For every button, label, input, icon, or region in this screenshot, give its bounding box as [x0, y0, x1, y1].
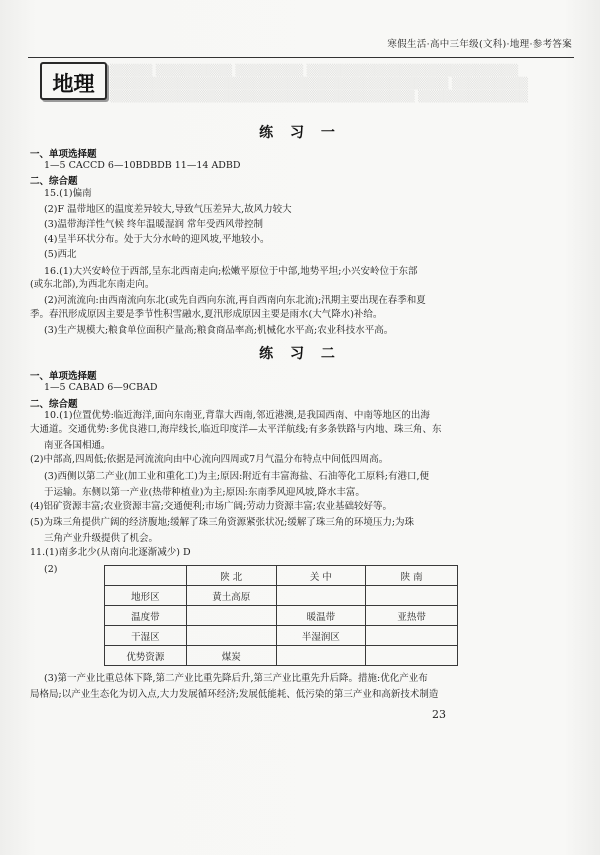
- table-cell: [276, 586, 366, 606]
- table-header-cell: 陕 北: [186, 566, 276, 586]
- ex1-line: (4)呈半环状分布。处于大分水岭的迎风坡,平地较小。: [44, 234, 270, 245]
- exercise-1-single-choice-heading: 一、单项选择题: [30, 149, 97, 160]
- ex1-line: 15.(1)偏南: [44, 188, 92, 199]
- ex2-line: 局格局;以产业生态化为切入点,大力发展循环经济;发展低能耗、低污染的第三产业和高新技术制造: [30, 689, 439, 700]
- ex2-line: 三角产业升级提供了机会。: [44, 533, 159, 544]
- geo-comparison-table: [104, 565, 458, 666]
- ex2-line: (3)第一产业比重总体下降,第二产业比重先降后升,第三产业比重先升后降。措施:优化产业布: [44, 673, 428, 684]
- ex2-line: (4)铝矿资源丰富;农业资源丰富;交通便利;市场广阔;劳动力资源丰富;农业基础较好等。: [30, 501, 392, 512]
- table-row-label: 干湿区: [105, 626, 187, 646]
- table-cell: [366, 626, 458, 646]
- table-cell: [366, 586, 458, 606]
- ex1-line: (3)生产规模大;粮食单位面积产量高;粮食商品率高;机械化水平高;农业科技水平高。: [44, 325, 394, 336]
- exercise-1-comprehensive-heading: 二、综合题: [30, 176, 78, 187]
- ex2-line: 10.(1)位置优势:临近海洋,面向东南亚,背靠大西南,邻近港澳,是我国西南、中南等地区的出海: [44, 410, 430, 421]
- running-header: 寒假生活·高中三年级(文科)·地理·参考答案: [387, 39, 572, 50]
- table-cell: [186, 626, 276, 646]
- subject-badge: [40, 62, 107, 100]
- ex2-line: 于运输。东侧以第一产业(热带种植业)为主;原因:东南季风迎风坡,降水丰富。: [44, 487, 365, 498]
- table-row: [105, 606, 458, 626]
- table-cell: 半湿润区: [276, 626, 366, 646]
- table-row: [105, 626, 458, 646]
- exercise-2-comprehensive-heading: 二、综合题: [30, 399, 78, 410]
- ex1-line: 季。春汛形成原因主要是季节性积雪融水,夏汛形成原因主要是雨水(大气降水)补给。: [30, 309, 383, 320]
- ex2-line: 大通道。交通优势:多优良港口,海岸线长,临近印度洋—太平洋航线;有多条铁路与内地、珠三角、东: [30, 424, 442, 435]
- exercise-2-single-choice-heading: 一、单项选择题: [30, 371, 97, 382]
- ex1-line: (3)温带海洋性气候 终年温暖湿润 常年受西风带控制: [44, 219, 263, 230]
- table-row: [105, 646, 458, 666]
- table-row: [105, 586, 458, 606]
- table-corner-cell: [105, 566, 187, 586]
- ex2-line: (2)中部高,四周低;依据是河流流向由中心流向四周或7月气温分布特点中间低四周高。: [30, 454, 389, 465]
- table-cell: [276, 646, 366, 666]
- table-row-label: 温度带: [105, 606, 187, 626]
- table-cell: 亚热带: [366, 606, 458, 626]
- ex1-line: (2)F 温带地区的温度差异较大,导致气压差异大,故风力较大: [44, 204, 292, 215]
- ex2-line: 南亚各国相通。: [44, 440, 111, 451]
- exercise-1-title: 练 习 一: [259, 125, 341, 141]
- exercise-1-single-choice-answers: 1—5 CACCD 6—10BDBDB 11—14 ADBD: [44, 160, 241, 171]
- table-marker: (2): [44, 564, 58, 575]
- table-header-row: [105, 566, 458, 586]
- table-cell: [186, 606, 276, 626]
- table-cell: [366, 646, 458, 666]
- ex2-line: 11.(1)南多北少(从南向北逐渐减少) D: [30, 547, 191, 558]
- exercise-2-title: 练 习 二: [259, 346, 341, 362]
- ex2-line: (3)西侧以第二产业(加工业和重化工)为主;原因:附近有丰富海盐、石油等化工原料;有港口,便: [44, 471, 429, 482]
- header-rule: [28, 57, 574, 58]
- ex1-line: (2)河流流向:由西南流向东北(或先自西向东流,再自西南向东北流);汛期主要出现在春季和夏: [44, 295, 426, 306]
- table-header-cell: 关 中: [276, 566, 366, 586]
- table-cell: 暖温带: [276, 606, 366, 626]
- ex1-line: (或东北部),为西北东南走向。: [30, 279, 155, 290]
- table-cell: 黄土高原: [186, 586, 276, 606]
- table-header-cell: 陕 南: [366, 566, 458, 586]
- ex1-line: 16.(1)大兴安岭位于西部,呈东北西南走向;松嫩平原位于中部,地势平坦;小兴安岭位于东部: [44, 266, 418, 277]
- bleed-through-text: ▒▒▒▒▒ ▒▒▒▒▒▒▒▒▒ ▒▒▒▒▒▒▒▒ ▒▒▒▒▒▒▒▒▒▒▒▒▒▒▒▒▒▒▒▒▒▒▒▒▒ ▒▒▒▒▒▒▒▒▒▒▒▒▒▒▒▒▒▒▒▒▒▒▒▒▒▒▒▒▒▒▒▒▒▒▒▒▒▒▒▒ ▒▒▒▒▒▒▒▒▒ ▒▒▒▒▒▒▒▒▒▒▒▒▒▒▒▒▒▒▒▒▒▒▒▒▒▒▒▒▒▒▒▒▒▒▒▒ ▒▒▒▒▒▒▒▒▒▒▒▒▒: [110, 64, 529, 103]
- ex2-line: (5)为珠三角提供广阔的经济腹地;缓解了珠三角资源紧张状况;缓解了珠三角的环境压力;为珠: [30, 517, 415, 528]
- table-row-label: 地形区: [105, 586, 187, 606]
- ex1-line: (5)西北: [44, 249, 77, 260]
- subject-label: 地理: [52, 72, 95, 96]
- page-number: 23: [432, 708, 446, 721]
- table-row-label: 优势资源: [105, 646, 187, 666]
- exercise-2-single-choice-answers: 1—5 CABAD 6—9CBAD: [44, 382, 158, 393]
- table-cell: 煤炭: [186, 646, 276, 666]
